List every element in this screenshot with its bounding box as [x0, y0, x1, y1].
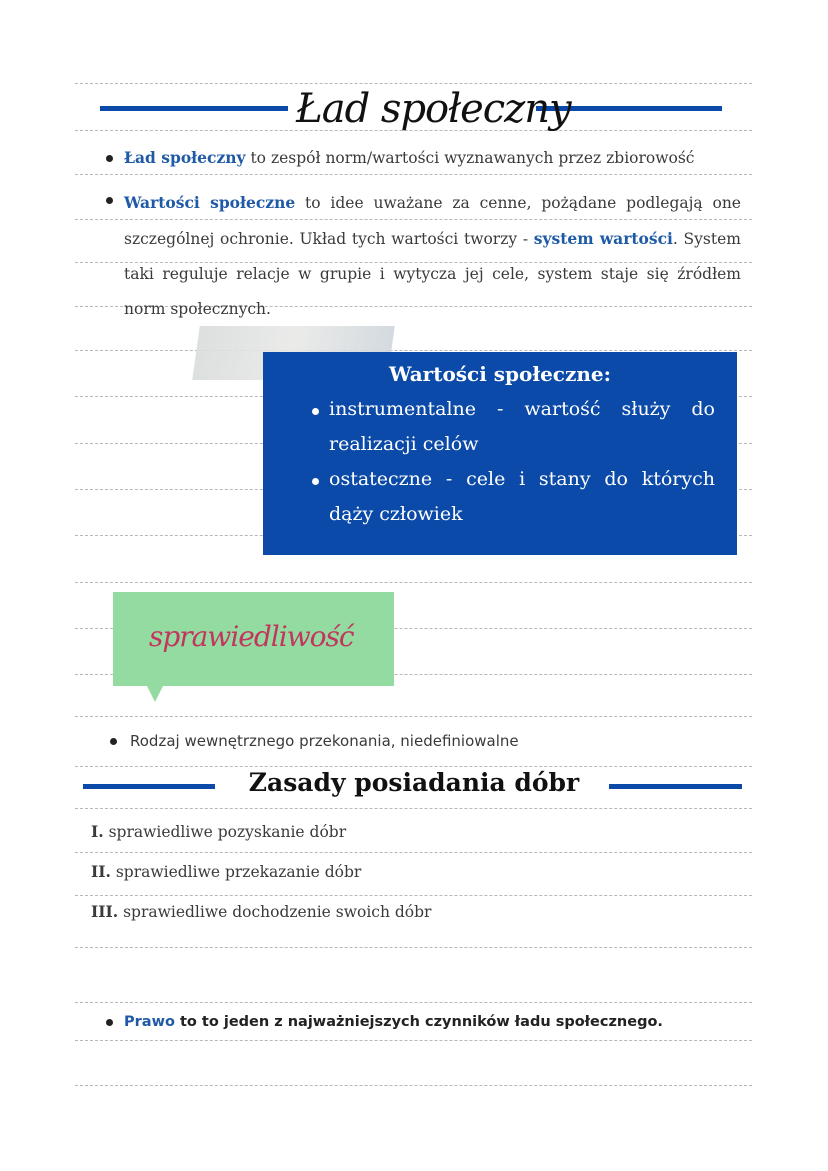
section-title: Zasady posiadania dóbr: [248, 768, 580, 797]
bullet-icon: [106, 155, 113, 162]
bullet-icon: [110, 738, 117, 745]
bullet-icon: [312, 478, 319, 485]
box-heading: Wartości społeczne:: [389, 362, 611, 386]
principle-text: sprawiedliwe pozyskanie dóbr: [103, 823, 347, 841]
definition: . System taki reguluje relacje w grupie i wytycza jej cele, system staje się źródłem norm społecznych.: [124, 230, 741, 318]
term: Wartości społeczne: [124, 193, 296, 212]
page-title: Ład społeczny: [296, 86, 571, 132]
term: Ład społeczny: [124, 148, 246, 167]
bullet-icon: [106, 197, 113, 204]
roman-numeral: III.: [91, 902, 119, 921]
definition: to zespół norm/wartości wyznawanych przez zbiorowość: [245, 149, 695, 167]
principle-item: [91, 857, 361, 887]
roman-numeral: I.: [91, 822, 104, 841]
bullet-icon: [106, 1019, 113, 1026]
term: Prawo: [124, 1014, 175, 1030]
title-rule-left: [100, 106, 288, 111]
principle-item: [91, 897, 431, 927]
callout-text: sprawiedliwość: [149, 620, 354, 653]
bullet-2: [124, 185, 741, 327]
definition: to to jeden z najważniejszych czynników ładu społecznego.: [174, 1014, 663, 1030]
principle-item: [91, 817, 346, 847]
box-item: ostateczne - cele i stany do których dąży człowiek: [329, 468, 715, 525]
callout-bullet: Rodzaj wewnętrznego przekonania, niedefiniowalne: [130, 732, 519, 750]
values-box: [263, 352, 737, 555]
principle-text: sprawiedliwe dochodzenie swoich dóbr: [118, 903, 432, 921]
box-item: instrumentalne - wartość służy do realizacji celów: [329, 398, 715, 455]
final-bullet: [124, 1007, 663, 1037]
callout-tail: [147, 686, 163, 702]
definition: to idee uważane za cenne, pożądane podlegają one szczególnej ochronie. Układ tych wartości tworzy -: [124, 194, 741, 248]
callout-bubble: [113, 592, 394, 686]
principle-text: sprawiedliwe przekazanie dóbr: [110, 863, 362, 881]
bullet-1: [124, 143, 754, 173]
bullet-icon: [312, 408, 319, 415]
term: system wartości: [533, 229, 673, 248]
roman-numeral: II.: [91, 862, 111, 881]
